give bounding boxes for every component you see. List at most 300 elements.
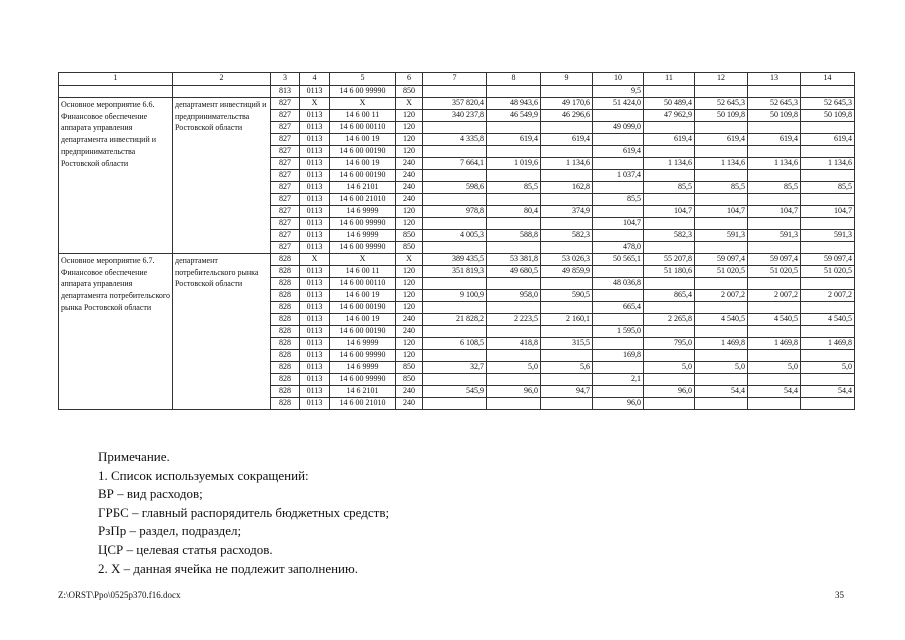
table-cell: 5,0 (801, 362, 855, 374)
table-cell: 0113 (300, 266, 330, 278)
table-cell: 49 859,9 (541, 266, 593, 278)
table-cell: 96,0 (644, 386, 695, 398)
table-cell (593, 386, 644, 398)
table-cell: 9 100,9 (423, 290, 487, 302)
table-cell: 865,4 (644, 290, 695, 302)
table-cell (748, 350, 801, 362)
table-row (59, 254, 855, 266)
table-cell: 619,4 (541, 134, 593, 146)
table-cell: 85,5 (748, 182, 801, 194)
table-cell (748, 278, 801, 290)
table-cell (695, 170, 748, 182)
table-cell (748, 146, 801, 158)
header-cell: 14 (801, 73, 855, 86)
notes-block (98, 448, 389, 578)
table-cell: 478,0 (593, 242, 644, 254)
table-cell: 0113 (300, 146, 330, 158)
table-cell: 50 109,8 (695, 110, 748, 122)
header-cell: 5 (330, 73, 396, 86)
table-cell: 827 (271, 242, 300, 254)
table-cell: 4 335,8 (423, 134, 487, 146)
table-cell (487, 218, 541, 230)
table-cell: 14 6 00 00190 (330, 326, 396, 338)
table-cell: 2 007,2 (695, 290, 748, 302)
table-cell: 46 296,6 (541, 110, 593, 122)
table-cell: 5,0 (695, 362, 748, 374)
table-cell: 54,4 (801, 386, 855, 398)
table-cell: 0113 (300, 350, 330, 362)
table-cell: 120 (396, 338, 423, 350)
table-cell: 14 6 00 19 (330, 290, 396, 302)
table-cell: 14 6 00 00190 (330, 170, 396, 182)
table-cell (644, 242, 695, 254)
table-cell: 1 595,0 (593, 326, 644, 338)
notes-line-vr: ВР – вид расходов; (98, 486, 203, 502)
header-cell: 4 (300, 73, 330, 86)
table-cell (593, 338, 644, 350)
table-cell: 120 (396, 350, 423, 362)
table-cell (695, 194, 748, 206)
table-cell: 48 036,8 (593, 278, 644, 290)
table-cell (487, 242, 541, 254)
table-cell: 14 6 2101 (330, 182, 396, 194)
table-cell: 120 (396, 302, 423, 314)
table-cell (801, 302, 855, 314)
table-cell: 51 424,0 (593, 98, 644, 110)
table-cell (695, 146, 748, 158)
header-row (59, 73, 855, 86)
page-number: 35 (835, 590, 844, 600)
table-cell: 827 (271, 146, 300, 158)
table-cell: 1 134,6 (748, 158, 801, 170)
table-cell: 827 (271, 230, 300, 242)
table-cell: 14 6 00 21010 (330, 398, 396, 410)
table-cell: 120 (396, 134, 423, 146)
table-cell: 0113 (300, 302, 330, 314)
table-cell: X (396, 254, 423, 266)
table-cell: 0113 (300, 182, 330, 194)
table-cell: 46 549,9 (487, 110, 541, 122)
table-cell: 14 6 00 99990 (330, 350, 396, 362)
table-cell: 545,9 (423, 386, 487, 398)
table-cell: 590,5 (541, 290, 593, 302)
table-cell (695, 326, 748, 338)
table-cell: X (330, 98, 396, 110)
table-cell: 120 (396, 206, 423, 218)
table-cell: 582,3 (644, 230, 695, 242)
table-cell: 240 (396, 314, 423, 326)
table-cell: 827 (271, 218, 300, 230)
table-cell: 850 (396, 362, 423, 374)
table-cell: X (300, 98, 330, 110)
table-cell (801, 146, 855, 158)
table-cell (541, 242, 593, 254)
table-cell: 14 6 2101 (330, 386, 396, 398)
table-cell (695, 398, 748, 410)
table-cell: 14 6 00 19 (330, 134, 396, 146)
table-cell: 51 020,5 (801, 266, 855, 278)
table-cell (644, 302, 695, 314)
table-cell: 0113 (300, 386, 330, 398)
table-cell (644, 350, 695, 362)
header-cell: 6 (396, 73, 423, 86)
table-cell: 59 097,4 (801, 254, 855, 266)
table-cell: 978,8 (423, 206, 487, 218)
table-cell (644, 374, 695, 386)
table-cell: X (396, 98, 423, 110)
table-cell (801, 194, 855, 206)
table-cell (541, 326, 593, 338)
table-cell (541, 170, 593, 182)
table-cell (644, 326, 695, 338)
table-cell (748, 218, 801, 230)
table-cell (801, 170, 855, 182)
table-cell: 120 (396, 278, 423, 290)
table-cell (487, 122, 541, 134)
table-cell: 828 (271, 398, 300, 410)
table-cell: 2 223,5 (487, 314, 541, 326)
table-cell (423, 302, 487, 314)
table-cell: 850 (396, 242, 423, 254)
notes-title: Примечание. (98, 449, 170, 464)
table-cell: 104,7 (801, 206, 855, 218)
table-cell: 240 (396, 386, 423, 398)
table-cell: 2 007,2 (801, 290, 855, 302)
table-cell (593, 134, 644, 146)
table-cell (801, 398, 855, 410)
table-cell (423, 242, 487, 254)
table-cell: 14 6 00 99990 (330, 218, 396, 230)
table-cell: 1 134,6 (644, 158, 695, 170)
header-cell: 12 (695, 73, 748, 86)
table-cell (748, 398, 801, 410)
table-cell (541, 350, 593, 362)
table-cell: 1 037,4 (593, 170, 644, 182)
table-cell: 828 (271, 314, 300, 326)
table-cell: 4 540,5 (695, 314, 748, 326)
table-cell: X (300, 254, 330, 266)
header-cell: 11 (644, 73, 695, 86)
table-cell (423, 194, 487, 206)
table-cell: 828 (271, 362, 300, 374)
table-cell: 827 (271, 98, 300, 110)
table-cell: 340 237,8 (423, 110, 487, 122)
notes-line-x: 2. X – данная ячейка не подлежит заполнению. (98, 560, 358, 576)
table-cell: 85,5 (487, 182, 541, 194)
table-cell: 240 (396, 326, 423, 338)
table-cell (541, 194, 593, 206)
table-cell: 1 469,8 (801, 338, 855, 350)
table-cell (541, 302, 593, 314)
table-cell: 4 005,3 (423, 230, 487, 242)
budget-table (58, 72, 855, 410)
table-cell: 240 (396, 194, 423, 206)
table-cell: 104,7 (748, 206, 801, 218)
table-cell: 827 (271, 182, 300, 194)
notes-line-abbreviations: 1. Список используемых сокращений: (98, 467, 309, 483)
table-cell (695, 302, 748, 314)
table-cell: 1 469,8 (695, 338, 748, 350)
table-cell: 0113 (300, 218, 330, 230)
table-cell: 14 6 00 00110 (330, 278, 396, 290)
table-cell: 0113 (300, 314, 330, 326)
activity-description: Основное мероприятие 6.7. Финансовое обеспечение аппарата управления департамента потребительского рынка Ростовской области (59, 254, 173, 410)
table-cell (423, 398, 487, 410)
table-cell: 591,3 (801, 230, 855, 242)
table-cell (801, 278, 855, 290)
header-cell: 9 (541, 73, 593, 86)
table-cell: 591,3 (748, 230, 801, 242)
table-cell (487, 302, 541, 314)
table-cell: 315,5 (541, 338, 593, 350)
responsible-department: департамент инвестиций и предпринимательства Ростовской области (173, 98, 271, 254)
table-cell (423, 278, 487, 290)
table-cell (593, 230, 644, 242)
table-cell: 50 109,8 (801, 110, 855, 122)
table-cell (541, 122, 593, 134)
table-cell: 49 170,6 (541, 98, 593, 110)
table-cell: 7 664,1 (423, 158, 487, 170)
notes-line-rzpr: РзПр – раздел, подраздел; (98, 523, 242, 539)
table-cell (644, 146, 695, 158)
table-cell: 96,0 (593, 398, 644, 410)
table-cell: 52 645,3 (748, 98, 801, 110)
table-cell: 5,0 (748, 362, 801, 374)
notes-line-grbs: ГРБС – главный распорядитель бюджетных средств; (98, 504, 390, 520)
table-cell: 351 819,3 (423, 266, 487, 278)
table-cell: 51 180,6 (644, 266, 695, 278)
table-cell: 59 097,4 (695, 254, 748, 266)
table-cell (695, 374, 748, 386)
table-cell: 240 (396, 170, 423, 182)
header-cell: 3 (271, 73, 300, 86)
table-cell: 1 019,6 (487, 158, 541, 170)
table-cell: 828 (271, 386, 300, 398)
table-cell: 828 (271, 302, 300, 314)
table-cell: 828 (271, 290, 300, 302)
footer-file-path: Z:\ORST\Ppo\0525p370.f16.docx (58, 590, 181, 600)
table-cell (748, 374, 801, 386)
table-cell (423, 374, 487, 386)
table-cell: 53 381,8 (487, 254, 541, 266)
table-cell (801, 86, 855, 98)
table-cell (695, 218, 748, 230)
table-cell (593, 182, 644, 194)
table-cell: 619,4 (695, 134, 748, 146)
table-cell: 6 108,5 (423, 338, 487, 350)
table-cell (593, 362, 644, 374)
table-cell (487, 326, 541, 338)
table-cell: 0113 (300, 122, 330, 134)
header-cell: 1 (59, 73, 173, 86)
table-cell: 14 6 00 00190 (330, 302, 396, 314)
table-cell: 0113 (300, 86, 330, 98)
table-cell (423, 86, 487, 98)
table-cell (695, 122, 748, 134)
table-cell: 55 207,8 (644, 254, 695, 266)
table-cell: 828 (271, 266, 300, 278)
table-cell: 85,5 (593, 194, 644, 206)
table-cell: 1 134,6 (541, 158, 593, 170)
table-cell (748, 194, 801, 206)
table-cell: 96,0 (487, 386, 541, 398)
table-cell: 51 020,5 (695, 266, 748, 278)
table-cell: 0113 (300, 362, 330, 374)
table-cell (593, 110, 644, 122)
table-cell (644, 86, 695, 98)
table-cell: 0113 (300, 194, 330, 206)
table-cell: 619,4 (487, 134, 541, 146)
table-cell (801, 242, 855, 254)
table-cell (593, 206, 644, 218)
table-cell: 5,0 (644, 362, 695, 374)
table-cell (644, 218, 695, 230)
table-cell: 357 820,4 (423, 98, 487, 110)
header-cell: 8 (487, 73, 541, 86)
table-cell: 795,0 (644, 338, 695, 350)
table-cell: 14 6 00 19 (330, 314, 396, 326)
table-cell: 5,6 (541, 362, 593, 374)
table-cell (748, 326, 801, 338)
table-cell: 1 134,6 (695, 158, 748, 170)
table-cell (541, 86, 593, 98)
table-cell: 104,7 (593, 218, 644, 230)
table-cell (801, 218, 855, 230)
table-cell: 14 6 9999 (330, 230, 396, 242)
table-cell: 85,5 (801, 182, 855, 194)
table-cell: 588,8 (487, 230, 541, 242)
table-cell: 9,5 (593, 86, 644, 98)
table-cell: 1 469,8 (748, 338, 801, 350)
table-cell (695, 86, 748, 98)
table-cell (487, 146, 541, 158)
table-cell: 14 6 9999 (330, 206, 396, 218)
table-cell: 827 (271, 122, 300, 134)
table-cell: 49 099,0 (593, 122, 644, 134)
table-cell: 14 6 00 99990 (330, 242, 396, 254)
table-cell (487, 194, 541, 206)
table-cell: 827 (271, 194, 300, 206)
table-cell (748, 170, 801, 182)
table-cell (487, 170, 541, 182)
table-cell (593, 158, 644, 170)
table-row (59, 98, 855, 110)
table-cell: 0113 (300, 278, 330, 290)
table-cell: 94,7 (541, 386, 593, 398)
header-cell: 7 (423, 73, 487, 86)
table-cell (748, 242, 801, 254)
table-cell: 52 645,3 (801, 98, 855, 110)
table-cell (423, 350, 487, 362)
table-cell: 120 (396, 110, 423, 122)
table-cell: 2 007,2 (748, 290, 801, 302)
table-cell (644, 170, 695, 182)
table-cell (801, 326, 855, 338)
table-cell (748, 302, 801, 314)
table-cell (423, 326, 487, 338)
table-cell: 51 020,5 (748, 266, 801, 278)
empty-cell (173, 86, 271, 98)
table-cell: 80,4 (487, 206, 541, 218)
table-cell (423, 122, 487, 134)
table-cell: 54,4 (695, 386, 748, 398)
table-cell (801, 350, 855, 362)
table-cell (423, 218, 487, 230)
table-cell: 0113 (300, 242, 330, 254)
table-cell: 49 680,5 (487, 266, 541, 278)
table-cell (541, 374, 593, 386)
table-cell: 59 097,4 (748, 254, 801, 266)
table-cell: 619,4 (748, 134, 801, 146)
table-cell: 120 (396, 290, 423, 302)
table-cell: 665,4 (593, 302, 644, 314)
table-cell: 104,7 (695, 206, 748, 218)
activity-description: Основное мероприятие 6.6. Финансовое обеспечение аппарата управления департамента инвестиций и предпринимательства Ростовской области (59, 98, 173, 254)
table-cell: 4 540,5 (801, 314, 855, 326)
table-cell: 0113 (300, 338, 330, 350)
table-cell: 827 (271, 158, 300, 170)
table-cell: 389 435,5 (423, 254, 487, 266)
table-cell: 2 265,8 (644, 314, 695, 326)
table-cell (487, 278, 541, 290)
table-cell: 50 565,1 (593, 254, 644, 266)
table-cell (644, 194, 695, 206)
table-cell: 828 (271, 350, 300, 362)
table-cell: 0113 (300, 230, 330, 242)
table-cell: 120 (396, 266, 423, 278)
table-row (59, 86, 855, 98)
header-cell: 13 (748, 73, 801, 86)
table-cell: 418,8 (487, 338, 541, 350)
table-cell (487, 86, 541, 98)
table-cell: 169,8 (593, 350, 644, 362)
table-cell (801, 374, 855, 386)
table-cell: 0113 (300, 158, 330, 170)
table-cell: 240 (396, 158, 423, 170)
header-cell: 10 (593, 73, 644, 86)
table-cell: 14 6 9999 (330, 338, 396, 350)
table-cell: 850 (396, 230, 423, 242)
table-cell (423, 146, 487, 158)
table-cell (695, 350, 748, 362)
table-cell: 50 109,8 (748, 110, 801, 122)
table-cell (593, 266, 644, 278)
table-cell: 50 489,4 (644, 98, 695, 110)
table-cell: 0113 (300, 110, 330, 122)
table-cell (541, 278, 593, 290)
table-cell: 850 (396, 374, 423, 386)
table-cell: 619,4 (644, 134, 695, 146)
table-cell: 0113 (300, 398, 330, 410)
table-cell: 14 6 00 99990 (330, 86, 396, 98)
table-cell: 2,1 (593, 374, 644, 386)
table-cell: 827 (271, 110, 300, 122)
table-cell: 813 (271, 86, 300, 98)
table-cell (695, 242, 748, 254)
table-cell: 828 (271, 326, 300, 338)
table-cell: 828 (271, 338, 300, 350)
table-cell (593, 290, 644, 302)
table-cell: 850 (396, 86, 423, 98)
table-cell: 14 6 00 11 (330, 266, 396, 278)
table-cell: X (330, 254, 396, 266)
table-cell (487, 350, 541, 362)
table-cell: 14 6 00 99990 (330, 374, 396, 386)
table-cell: 240 (396, 398, 423, 410)
notes-line-csr: ЦСР – целевая статья расходов. (98, 541, 273, 557)
table-cell: 14 6 9999 (330, 362, 396, 374)
table-cell: 52 645,3 (695, 98, 748, 110)
